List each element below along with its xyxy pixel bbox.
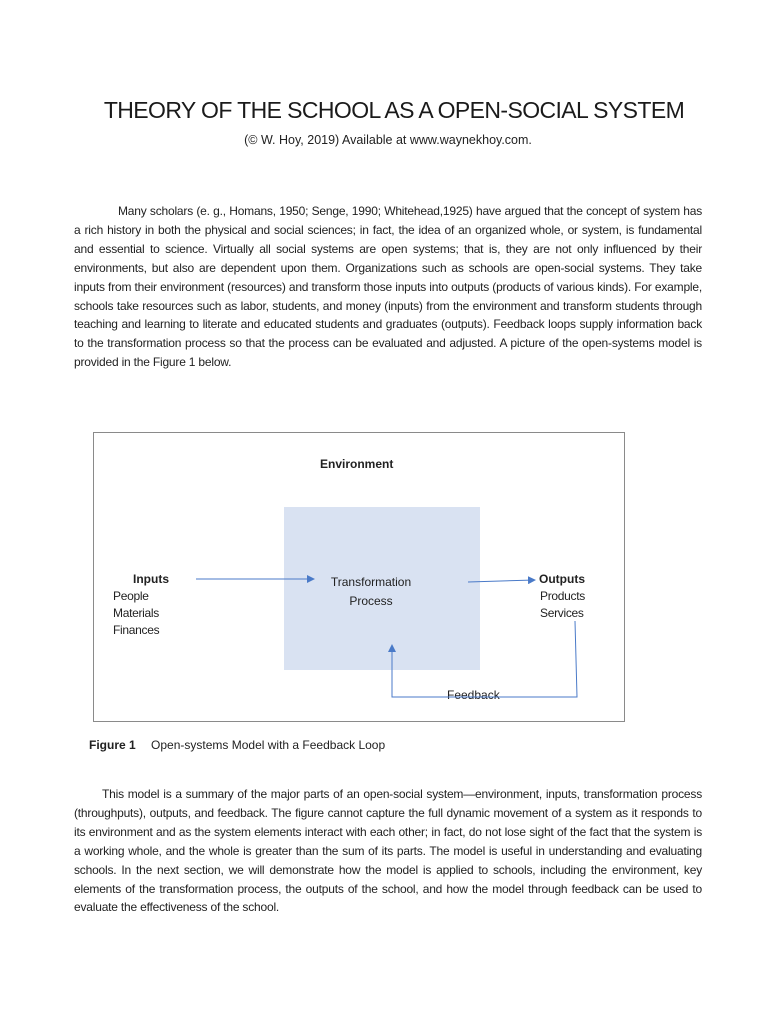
transformation-label-line2: Process <box>349 594 393 608</box>
output-arrow <box>468 580 535 582</box>
input-item-finances: Finances <box>113 623 160 637</box>
inputs-title: Inputs <box>133 572 169 586</box>
copyright-subtitle: (© W. Hoy, 2019) Available at www.waynekhoy.com. <box>244 133 532 147</box>
intro-paragraph: Many scholars (e. g., Homans, 1950; Senge, 1990; Whitehead,1925) have argued that the concept of system has a rich history in both the physical and social sciences; in fact, the idea of an organized whole, or system, is fundamental and essential to science. Virtually all social systems are open systems; that is, they are not only influenced by their environments, but also are dependent upon them. Organizations such as schools are open-social systems. They take inputs from their environment (resources) and transform those inputs into outputs (products of various kinds). For example, schools take resources such as labor, students, and money (inputs) from the environment and transform students through teaching and learning to literate and educated students and graduates (outputs). Feedback loops supply information back to the transformation process so that the process can be evaluated and adjusted. A picture of the open-systems model is provided in the Figure 1 below. <box>74 204 702 370</box>
transformation-label-line1: Transformation <box>330 575 412 589</box>
feedback-loop-line <box>392 621 577 697</box>
summary-paragraph: This model is a summary of the major parts of an open-social system—environment, inputs, transformation process (throughputs), outputs, and feedback. The figure cannot capture the full dynamic movement of a system as it responds to its environment and as the system elements interact with each other; in fact, do not lose sight of the fact that the system is a working whole, and the whole is greater than the sum of its parts. The model is useful in understanding and evaluating schools. In the next section, we will demonstrate how the model is applied to schools, including the environment, key elements of the transformation process, the outputs of the school, and how the model through feedback can be used to evaluate the effectiveness of the school. <box>74 787 702 915</box>
input-item-people: People <box>113 589 149 603</box>
output-item-products: Products <box>540 589 585 603</box>
figure-caption-text: Open-systems Model with a Feedback Loop <box>151 738 386 752</box>
page-title: THEORY OF THE SCHOOL AS A OPEN-SOCIAL SYSTEM <box>103 97 685 123</box>
output-item-services: Services <box>540 606 584 620</box>
input-item-materials: Materials <box>113 606 159 620</box>
feedback-label: Feedback <box>447 688 500 702</box>
figure-caption <box>89 738 385 752</box>
environment-label: Environment <box>320 457 394 471</box>
figure-caption-label: Figure 1 <box>89 738 136 752</box>
outputs-title: Outputs <box>539 572 585 586</box>
